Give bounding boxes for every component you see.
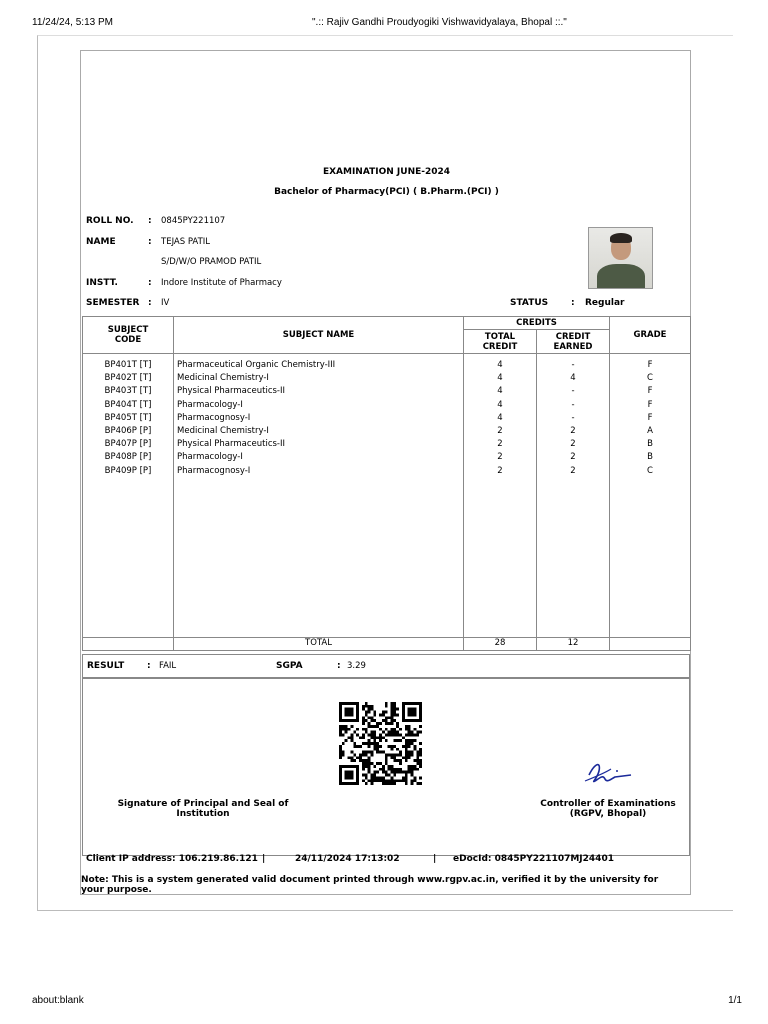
subject-total-3: 4 <box>497 386 503 397</box>
subject-code-3: BP403T [T] <box>104 386 152 397</box>
subject-total-2: 4 <box>497 373 503 384</box>
subject-earned-3: - <box>571 386 575 397</box>
print-url: about:blank <box>32 995 84 1006</box>
client-ip: Client IP address: 106.219.86.121 <box>86 854 258 864</box>
header-credits: CREDITS <box>464 317 610 330</box>
semester-label: SEMESTER <box>86 298 140 308</box>
result-section <box>82 654 690 678</box>
marksheet <box>80 50 691 895</box>
colon: : <box>337 661 341 671</box>
subject-total-7: 2 <box>497 439 503 450</box>
print-timestamp: 24/11/2024 17:13:02 <box>295 854 400 864</box>
total-credit: 28 <box>464 638 537 651</box>
subject-name-3: Physical Pharmaceutics-II <box>177 386 286 397</box>
subject-name-1: Pharmaceutical Organic Chemistry-III <box>177 360 336 370</box>
subject-name-2: Medicinal Chemistry-I <box>177 373 269 384</box>
roll-label: ROLL NO. <box>86 216 134 226</box>
subject-code-column <box>83 354 174 638</box>
separator: | <box>262 854 266 864</box>
total-label: TOTAL <box>174 638 464 651</box>
subject-grade-6: A <box>647 426 653 437</box>
subject-earned-8: 2 <box>570 452 576 463</box>
print-page-number: 1/1 <box>728 995 742 1006</box>
print-header <box>32 17 742 31</box>
header-grade: GRADE <box>610 317 691 354</box>
subject-earned-1: - <box>571 360 575 370</box>
separator: | <box>433 854 437 864</box>
subject-name-column <box>174 354 464 638</box>
subject-rows <box>83 354 691 638</box>
subject-code-4: BP404T [T] <box>104 399 152 410</box>
course-title: Bachelor of Pharmacy(PCI) ( B.Pharm.(PCI) ) <box>274 187 499 197</box>
print-footer <box>32 995 742 1009</box>
subject-earned-4: - <box>571 399 575 410</box>
header-subject-name: SUBJECT NAME <box>174 317 464 354</box>
subject-code-9: BP409P [P] <box>104 465 152 476</box>
parent-name: S/D/W/O PRAMOD PATIL <box>161 257 262 267</box>
roll-number: 0845PY221107 <box>161 216 226 226</box>
subject-name-7: Physical Pharmaceutics-II <box>177 439 286 450</box>
colon: : <box>148 237 152 247</box>
subject-name-8: Pharmacology-I <box>177 452 243 463</box>
subject-name-4: Pharmacology-I <box>177 399 243 410</box>
subject-grade-1: F <box>647 360 653 370</box>
subject-code-2: BP402T [T] <box>104 373 152 384</box>
subject-earned-6: 2 <box>570 426 576 437</box>
subject-grade-5: F <box>647 412 653 423</box>
subject-total-9: 2 <box>497 465 503 476</box>
result-value: FAIL <box>159 661 177 671</box>
total-row <box>83 638 691 651</box>
name-label: NAME <box>86 237 116 247</box>
subject-earned-2: 4 <box>570 373 576 384</box>
subject-grade-7: B <box>647 439 653 450</box>
header-total-credit: TOTAL CREDIT <box>464 330 537 354</box>
subject-code-8: BP408P [P] <box>104 452 152 463</box>
print-page-title: ".:: Rajiv Gandhi Proudyogiki Vishwavidyalaya, Bhopal ::." <box>312 17 567 28</box>
subject-total-8: 2 <box>497 452 503 463</box>
signature-section <box>82 678 690 856</box>
header-subject-code: SUBJECT CODE <box>83 317 174 354</box>
subject-total-6: 2 <box>497 426 503 437</box>
qr-code <box>337 702 424 785</box>
subject-grade-4: F <box>647 399 653 410</box>
subject-code-7: BP407P [P] <box>104 439 152 450</box>
status-label: STATUS <box>510 298 549 308</box>
controller-signature-label: Controller of Examinations (RGPV, Bhopal) <box>540 799 676 819</box>
institute-name: Indore Institute of Pharmacy <box>161 278 282 288</box>
result-label: RESULT <box>87 661 125 671</box>
institute-label: INSTT. <box>86 278 118 288</box>
colon: : <box>148 216 152 226</box>
controller-signature <box>581 757 641 789</box>
print-datetime: 11/24/24, 5:13 PM <box>32 17 113 28</box>
total-credit-column <box>464 354 537 638</box>
principal-signature-label: Signature of Principal and Seal of Institution <box>117 799 289 819</box>
semester-value: IV <box>161 298 170 308</box>
subject-grade-3: F <box>647 386 653 397</box>
verification-note: Note: This is a system generated valid document printed through www.rgpv.ac.in, verified it by the university for your purpose. <box>81 875 659 895</box>
credit-earned-column <box>537 354 610 638</box>
grade-column <box>610 354 691 638</box>
subject-total-4: 4 <box>497 399 503 410</box>
exam-title: EXAMINATION JUNE-2024 <box>322 167 451 177</box>
colon: : <box>148 298 152 308</box>
total-earned: 12 <box>537 638 610 651</box>
colon: : <box>148 278 152 288</box>
student-name: TEJAS PATIL <box>161 237 211 247</box>
status-value: Regular <box>585 298 625 308</box>
subject-name-6: Medicinal Chemistry-I <box>177 426 269 437</box>
subject-grade-8: B <box>647 452 653 463</box>
subject-code-5: BP405T [T] <box>104 412 152 423</box>
marks-table <box>82 316 691 651</box>
subject-earned-5: - <box>571 412 575 423</box>
subject-code-6: BP406P [P] <box>104 426 152 437</box>
subject-earned-7: 2 <box>570 439 576 450</box>
subject-total-1: 4 <box>497 360 503 370</box>
subject-total-5: 4 <box>497 412 503 423</box>
subject-name-5: Pharmacognosy-I <box>177 412 251 423</box>
header-credit-earned: CREDIT EARNED <box>537 330 610 354</box>
colon: : <box>147 661 151 671</box>
sgpa-value: 3.29 <box>347 661 366 671</box>
student-photo <box>588 227 653 289</box>
colon: : <box>571 298 575 308</box>
sgpa-label: SGPA <box>276 661 303 671</box>
subject-grade-2: C <box>647 373 653 384</box>
subject-name-9: Pharmacognosy-I <box>177 465 251 476</box>
subject-code-1: BP401T [T] <box>104 360 152 370</box>
edoc-id: eDocId: 0845PY221107MJ24401 <box>453 854 614 864</box>
subject-earned-9: 2 <box>570 465 576 476</box>
subject-grade-9: C <box>647 465 653 476</box>
